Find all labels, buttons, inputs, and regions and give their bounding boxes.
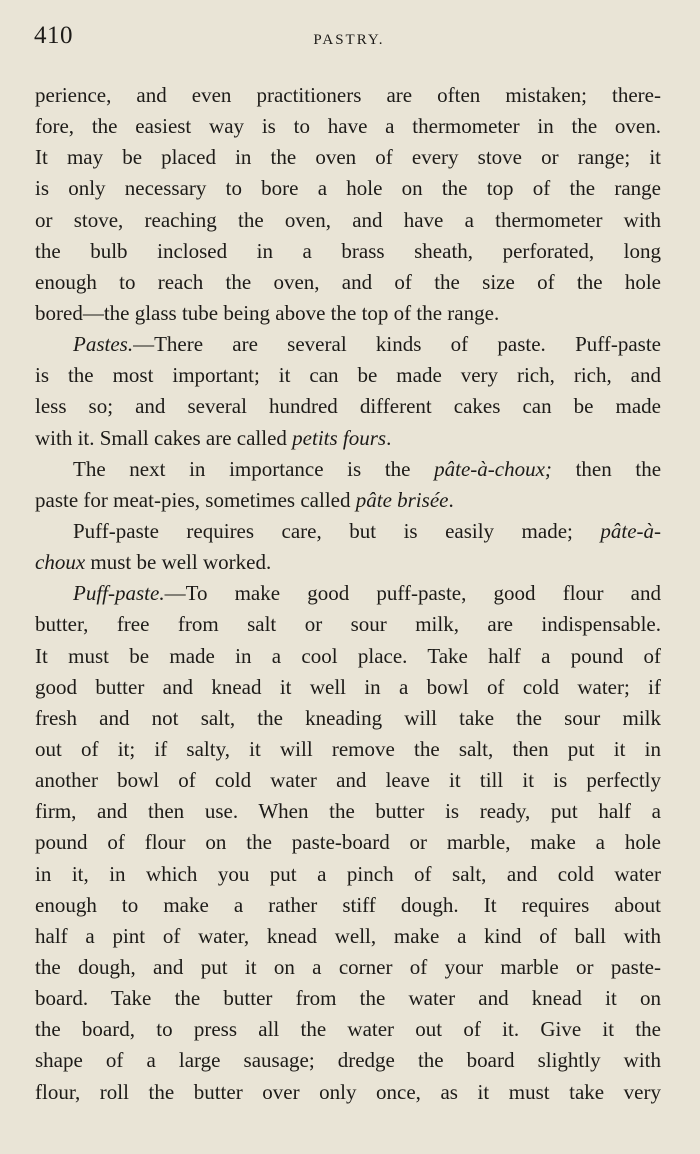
text-line: butter, free from salt or sour milk, are indispensable. xyxy=(35,612,661,637)
text-line: half a pint of water, knead well, make a kind of ball with xyxy=(35,923,661,948)
body-text xyxy=(35,80,661,1108)
text-line: less so; and several hundred different cakes can be made xyxy=(35,394,661,419)
text-line: or stove, reaching the oven, and have a thermometer with xyxy=(35,207,661,232)
paragraph-pate-a-choux xyxy=(35,454,661,516)
text-line: Pastes.—There are several kinds of paste. Puff-paste xyxy=(73,332,661,357)
paragraph-pastes xyxy=(35,329,661,454)
text-line: with it. Small cakes are called petits fours. xyxy=(35,425,392,450)
text-line: is the most important; it can be made very rich, rich, and xyxy=(35,363,661,388)
paragraph-puff-paste-care xyxy=(35,516,661,578)
text-line: paste for meat-pies, sometimes called pâte brisée. xyxy=(35,487,454,512)
paragraph-puff-paste xyxy=(35,578,661,1107)
text-line: Puff-paste requires care, but is easily made; pâte-à- xyxy=(73,518,661,543)
text-line: firm, and then use. When the butter is ready, put half a xyxy=(35,799,661,824)
text-line: It must be made in a cool place. Take half a pound of xyxy=(35,643,661,668)
text-line: choux must be well worked. xyxy=(35,550,272,575)
page-number: 410 xyxy=(34,22,73,49)
text-line: bored—the glass tube being above the top of the range. xyxy=(35,300,500,325)
text-line: Puff-paste.—To make good puff-paste, good flour and xyxy=(73,581,661,606)
text-line: is only necessary to bore a hole on the top of the range xyxy=(35,176,661,201)
text-line: board. Take the butter from the water and knead it on xyxy=(35,986,661,1011)
text-line: out of it; if salty, it will remove the salt, then put it in xyxy=(35,736,661,761)
text-line: the board, to press all the water out of it. Give it the xyxy=(35,1017,661,1042)
text-line: the dough, and put it on a corner of your marble or paste- xyxy=(35,954,661,979)
text-line: flour, roll the butter over only once, as it must take very xyxy=(35,1079,661,1104)
text-line: It may be placed in the oven of every stove or range; it xyxy=(35,145,661,170)
text-line: shape of a large sausage; dredge the board slightly with xyxy=(35,1048,661,1073)
paragraph-oven-thermometer xyxy=(35,80,661,329)
text-line: the bulb inclosed in a brass sheath, perforated, long xyxy=(35,238,661,263)
text-line: fore, the easiest way is to have a thermometer in the oven. xyxy=(35,114,661,139)
text-line: The next in importance is the pâte-à-choux; then the xyxy=(73,456,661,481)
section-heading-pastes: Pastes. xyxy=(73,332,134,357)
text-line: pound of flour on the paste-board or marble, make a hole xyxy=(35,830,661,855)
text-line: enough to reach the oven, and of the size of the hole xyxy=(35,269,661,294)
text-line: fresh and not salt, the kneading will take the sour milk xyxy=(35,705,661,730)
text-line: in it, in which you put a pinch of salt, and cold water xyxy=(35,861,661,886)
text-line: good butter and knead it well in a bowl of cold water; if xyxy=(35,674,661,699)
text-line: enough to make a rather stiff dough. It requires about xyxy=(35,892,661,917)
text-line: another bowl of cold water and leave it till it is perfectly xyxy=(35,768,661,793)
section-heading-puff-paste: Puff-paste. xyxy=(73,581,165,606)
page-header xyxy=(34,22,664,62)
text-line: perience, and even practitioners are often mistaken; there- xyxy=(35,83,661,107)
running-head: PASTRY. xyxy=(313,32,385,48)
